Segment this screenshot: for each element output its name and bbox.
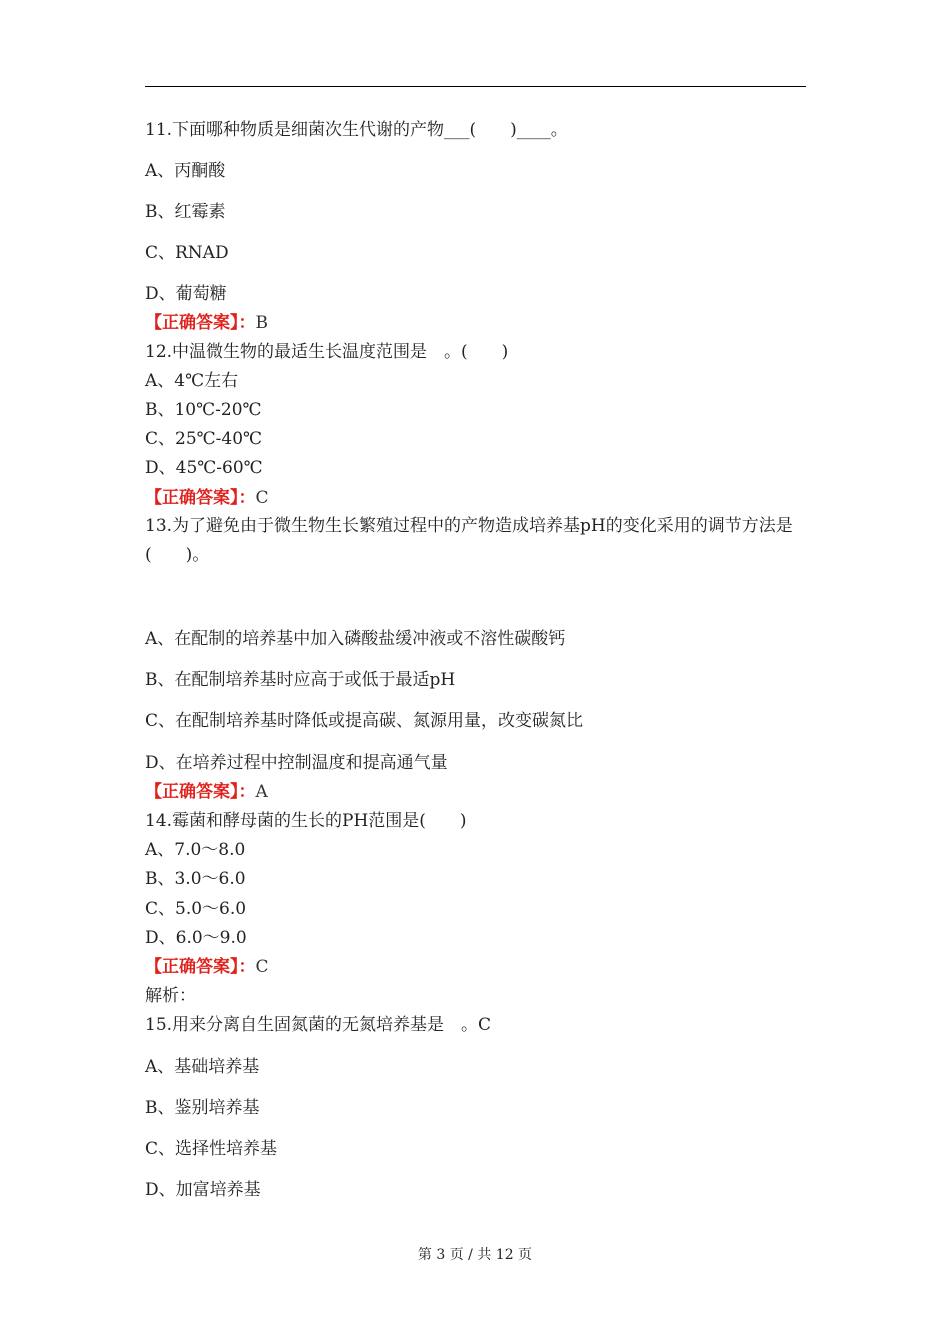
question-13-option-c: C、在配制培养基时降低或提高碳、氮源用量，改变碳氮比 <box>145 711 584 731</box>
answer-value: B <box>255 313 268 333</box>
question-13-stem: 13.为了避免由于微生物生长繁殖过程中的产物造成培养基pH的变化采用的调节方法是( )。 <box>145 516 793 565</box>
question-14-stem: 14.霉菌和酵母菌的生长的PH范围是( ) <box>145 811 467 831</box>
question-13-option-a: A、在配制的培养基中加入磷酸盐缓冲液或不溶性碳酸钙 <box>145 629 566 649</box>
answer-value: C <box>255 488 269 508</box>
question-15-option-c: C、选择性培养基 <box>145 1139 278 1159</box>
question-12-option-b: B、10℃-20℃ <box>145 400 262 420</box>
question-11-stem: 11.下面哪种物质是细菌次生代谢的产物___( )____。 <box>145 120 568 140</box>
question-13-option-b: B、在配制培养基时应高于或低于最适pH <box>145 670 456 690</box>
page-footer: 第 3 页 / 共 12 页 <box>417 1247 533 1263</box>
question-12-answer <box>145 488 269 508</box>
question-15-option-b: B、鉴别培养基 <box>145 1098 260 1118</box>
question-14-option-b: B、3.0～6.0 <box>145 869 246 889</box>
question-12-stem: 12.中温微生物的最适生长温度范围是 。( ) <box>145 342 509 362</box>
answer-value: A <box>255 782 268 802</box>
answer-label: 【正确答案】： <box>145 488 256 508</box>
question-13-answer <box>145 782 268 802</box>
question-11-answer <box>145 313 268 333</box>
question-15-option-d: D、加富培养基 <box>145 1180 261 1200</box>
answer-label: 【正确答案】： <box>145 313 256 333</box>
question-14-option-c: C、5.0～6.0 <box>145 899 247 919</box>
question-12-option-c: C、25℃-40℃ <box>145 429 263 449</box>
answer-value: C <box>255 957 269 977</box>
question-14-option-a: A、7.0～8.0 <box>145 840 246 860</box>
question-12-option-d: D、45℃-60℃ <box>145 458 263 478</box>
answer-label: 【正确答案】： <box>145 782 256 802</box>
question-13-option-d: D、在培养过程中控制温度和提高通气量 <box>145 753 448 773</box>
question-14-analysis: 解析： <box>145 986 196 1006</box>
question-11-option-d: D、葡萄糖 <box>145 284 227 304</box>
question-14-answer <box>145 957 269 977</box>
question-11-option-c: C、RNAD <box>145 243 229 263</box>
answer-label: 【正确答案】： <box>145 957 256 977</box>
question-11-option-a: A、丙酮酸 <box>145 161 226 181</box>
question-15-stem: 15.用来分离自生固氮菌的无氮培养基是 。C <box>145 1015 492 1035</box>
question-12-option-a: A、4℃左右 <box>145 371 239 391</box>
question-14-option-d: D、6.0～9.0 <box>145 928 247 948</box>
question-11-option-b: B、红霉素 <box>145 202 226 222</box>
header-rule <box>145 86 806 87</box>
question-15-option-a: A、基础培养基 <box>145 1057 260 1077</box>
